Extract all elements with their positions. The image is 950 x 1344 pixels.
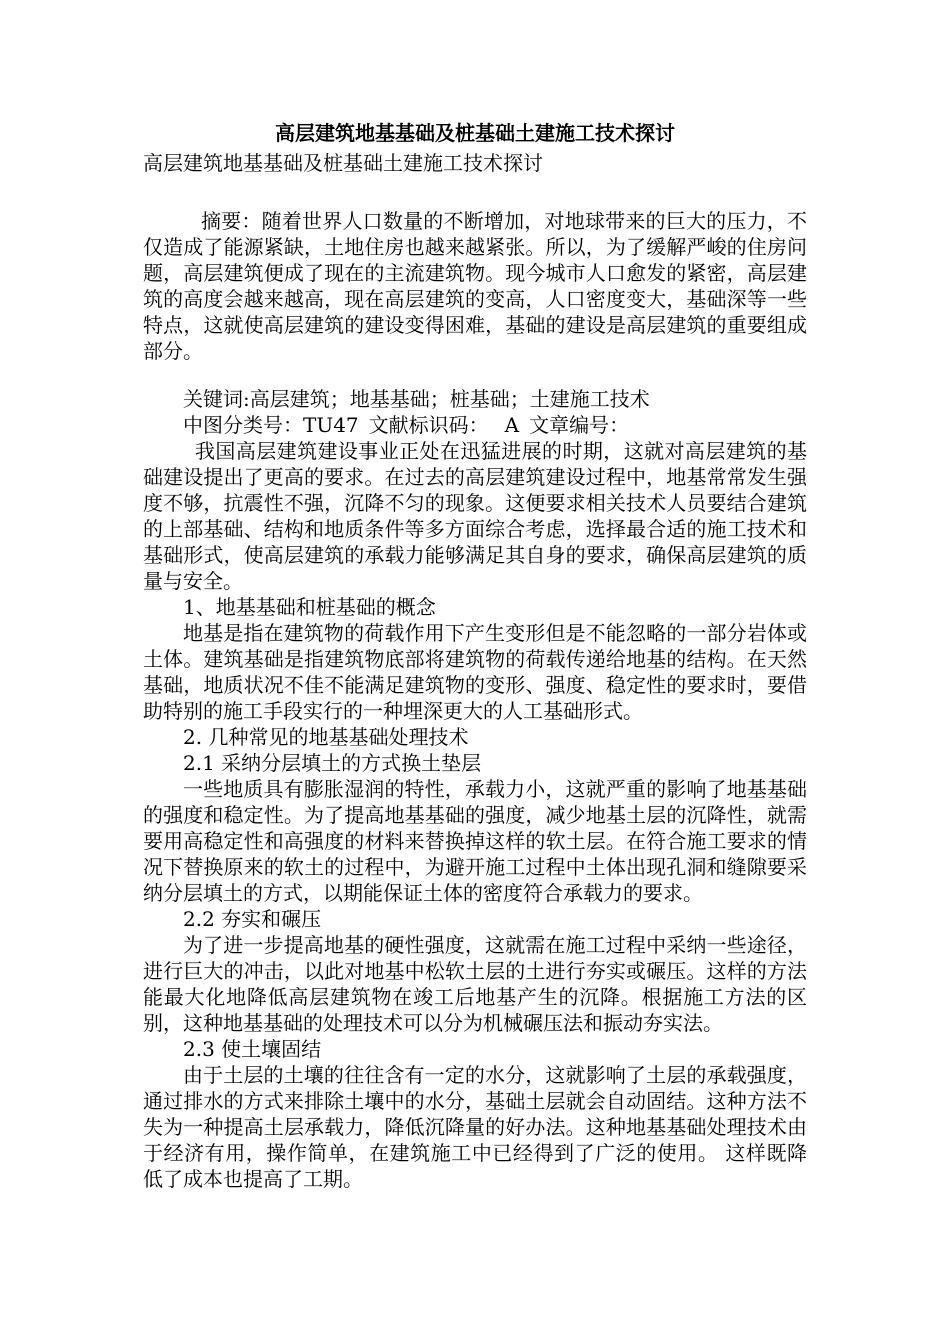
section-heading-1: 1、地基基础和桩基础的概念 bbox=[183, 595, 436, 619]
document-subtitle: 高层建筑地基基础及桩基础土建施工技术探讨 bbox=[143, 151, 543, 175]
clc-label: 中图分类号： bbox=[183, 413, 303, 437]
section-body-2-1: 一些地质具有膨胀湿润的特性，承载力小，这就严重的影响了地基基础的强度和稳定性。为了提高地基基础的强度，减少地基土层的沉降性，就需要用高稳定性和高强度的材料来替换掉这样的软土层。在符合施工要求的情况下替换原来的软土的过程中，为避开施工过程中土体出现孔洞和缝隙要采纳分层填土的方式，以期能保证土体的密度符合承载力的要求。 bbox=[143, 777, 807, 905]
section-heading-2-3: 2.3 使土壤固结 bbox=[183, 1037, 322, 1061]
classification-line bbox=[143, 412, 807, 438]
abstract-paragraph: 摘要：随着世界人口数量的不断增加，对地球带来的巨大的压力，不仅造成了能源紧缺，土地住房也越来越紧张。所以，为了缓解严峻的住房问题，高层建筑便成了现在的主流建筑物。现今城市人口愈发的紧密，高层建筑的高度会越来越高，现在高层建筑的变高，人口密度变大，基础深等一些特点，这就使高层建筑的建设变得困难，基础的建设是高层建筑的重要组成部分。 bbox=[143, 209, 807, 363]
spacer bbox=[143, 364, 807, 386]
section-heading-2-2: 2.2 夯实和碾压 bbox=[183, 907, 322, 931]
doc-code-value: A bbox=[504, 413, 520, 437]
spacer bbox=[143, 178, 807, 208]
clc-value: TU47 bbox=[303, 413, 359, 437]
document-title: 高层建筑地基基础及桩基础土建施工技术探讨 bbox=[275, 121, 675, 145]
document-body bbox=[143, 118, 807, 1192]
section-body-2-2: 为了进一步提高地基的硬性强度，这就需在施工过程中采纳一些途径，进行巨大的冲击，以此对地基中松软土层的土进行夯实或碾压。这样的方法能最大化地降低高层建筑物在竣工后地基产生的沉降。根据施工方法的区别，这种地基基础的处理技术可以分为机械碾压法和振动夯实法。 bbox=[143, 933, 807, 1035]
section-heading-2-1: 2.1 采纳分层填土的方式换土垫层 bbox=[183, 751, 482, 775]
keywords-line: 关键词:高层建筑；地基基础；桩基础；土建施工技术 bbox=[183, 387, 650, 411]
section-heading-2: 2. 几种常见的地基基础处理技术 bbox=[183, 725, 469, 749]
intro-paragraph: 我国高层建筑建设事业正处在迅猛进展的时期，这就对高层建筑的基础建设提出了更高的要求。在过去的高层建筑建设过程中，地基常常发生强度不够，抗震性不强，沉降不匀的现象。这便要求相关技术人员要结合建筑的上部基础、结构和地质条件等多方面综合考虑，选择最合适的施工技术和基础形式，使高层建筑的承载力能够满足其自身的要求，确保高层建筑的质量与安全。 bbox=[143, 439, 807, 593]
article-no-label: 文章编号： bbox=[529, 413, 630, 437]
doc-code-label: 文献标识码： bbox=[368, 413, 489, 437]
section-body-1: 地基是指在建筑物的荷载作用下产生变形但是不能忽略的一部分岩体或土体。建筑基础是指建筑物底部将建筑物的荷载传递给地基的结构。在天然基础，地质状况不佳不能满足建筑物的变形、强度、稳定性的要求时，要借助特别的施工手段实行的一种埋深更大的人工基础形式。 bbox=[143, 621, 807, 723]
section-body-2-3: 由于土层的土壤的往往含有一定的水分，这就影响了土层的承载强度，通过排水的方式来排除土壤中的水分，基础土层就会自动固结。这种方法不失为一种提高土层承载力，降低沉降量的好办法。这种地基基础处理技术由于经济有用，操作简单，在建筑施工中已经得到了广泛的使用。 这样既降低了成本也提高了工期。 bbox=[143, 1063, 807, 1191]
